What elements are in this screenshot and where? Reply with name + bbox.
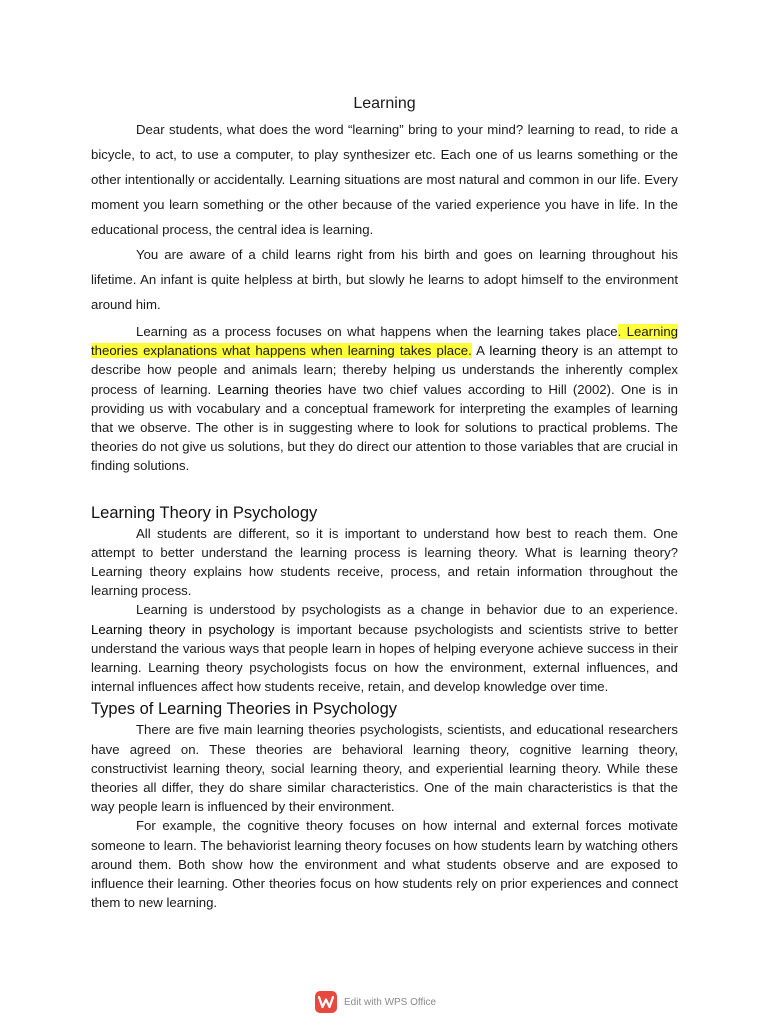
paragraph-five-theories: There are five main learning theories psychologists, scientists, and educational researchers have agreed on. These theories are behavioral learning theory, cognitive learning theory, constructivist learning theory, social learning theory, and experiential learning theory. While these theories all differ, they do share similar characteristics. One of the main characteristics is that the way people learn is influenced by their environment. — [91, 722, 678, 815]
wps-logo-icon — [315, 991, 337, 1013]
heading-types-of-learning-theories: Types of Learning Theories in Psychology — [91, 700, 398, 719]
paragraph-intro: Dear students, what does the word “learning” bring to your mind? learning to read, to ride a bicycle, to act, to use a computer, to play synthesizer etc. Each one of us learns something or the other intentionally or accidentally. Learning situations are most natural and common in our life. Every moment you learn something or the other because of the varied experience you have in life. In the educational process, the central idea is learning. — [91, 122, 678, 237]
text-segment: is important because psychologists and scientists strive to better understand the various ways that people learn in hopes of helping everyone achieve success in their learning. Learning theory psychologists focus on how the environment, external influences, and internal influences affect how students receive, retain, and develop knowledge over time. — [91, 621, 678, 695]
text-segment: is an attempt to describe how people and animals learn; thereby helping us understands the inherently complex process of learning. — [91, 343, 679, 397]
paragraph-example-theories: For example, the cognitive theory focuses on how internal and external forces motivate someone to learn. The behaviorist learning theory focuses on how students learn by watching others around them. Both show how the environment and what students observe and are exposed to influence their learning. Other theories focus on how students rely on prior experiences and connect them to new learning. — [91, 818, 678, 911]
text-segment: A — [471, 343, 490, 359]
text-segment: Learning is understood by psychologists as a change in behavior due to an experience. — [136, 602, 678, 618]
paragraph-child-learning: You are aware of a child learns right from his birth and goes on learning throughout his lifetime. An infant is quite helpless at birth, but slowly he learns to adopt himself to the environment around him. — [91, 247, 678, 312]
heading-learning-theory-psychology: Learning Theory in Psychology — [91, 503, 318, 522]
wps-edit-text: Edit with WPS Office — [344, 996, 437, 1008]
text-segment: have two chief values according to Hill (2002). One is in providing us with vocabulary and a conceptual framework for interpreting the examples of learning that we observe. The other is in suggesting where to look for solutions to practical problems. The theories do not give us solutions, but they do direct our attention to those variables that are crucial in finding solutions. — [91, 381, 678, 474]
keyword-learning-theory: learning theory — [489, 343, 579, 359]
paragraph-students-different: All students are different, so it is important to understand how best to reach them. One attempt to better understand the learning process is learning theory. What is learning theory? Learning theory explains how students receive, process, and retain information throughout the learning process. — [91, 525, 678, 599]
keyword-learning-theories: Learning theories — [217, 381, 322, 397]
text-segment: Learning as a process focuses on what happens when the learning takes place — [136, 324, 618, 339]
wps-w-glyph — [318, 995, 334, 1009]
document-title: Learning — [353, 95, 416, 112]
highlighted-text: . Learning theories explanations what happens when learning takes place. — [91, 324, 679, 359]
wps-edit-link[interactable] — [315, 991, 436, 1013]
keyword-learning-theory-psychology: Learning theory in psychology — [91, 621, 275, 637]
document-page — [91, 93, 678, 912]
paragraph-behavior-change — [91, 600, 678, 696]
paragraph-learning-process — [91, 322, 678, 476]
